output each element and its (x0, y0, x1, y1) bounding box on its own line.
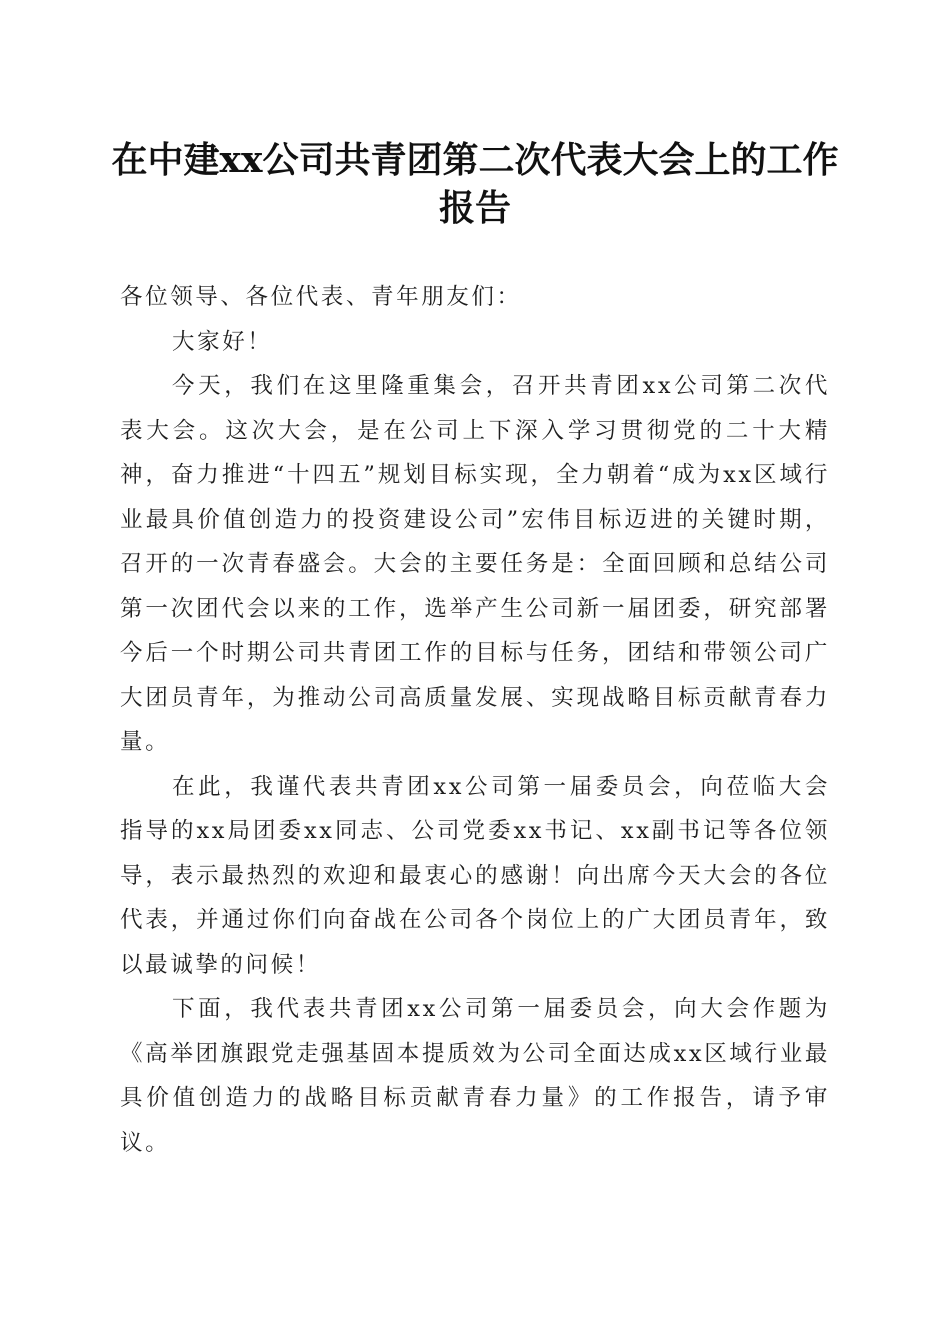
document-title: 在中建xx公司共青团第二次代表大会上的工作报告 (111, 139, 839, 229)
paragraph-welcome: 在此，我谨代表共青团xx公司第一届委员会，向莅临大会指导的xx局团委xx同志、公司党委xx书记、xx副书记等各位领导，表示最热烈的欢迎和最衷心的感谢！向出席今天大会的各位代表，并通过你们向奋战在公司各个岗位上的广大团员青年，致以最诚挚的问候！ (120, 773, 830, 978)
paragraph-greeting: 大家好！ (172, 328, 273, 355)
paragraph-introduction: 今天，我们在这里隆重集会，召开共青团xx公司第二次代表大会。这次大会，是在公司上下深入学习贯彻党的二十大精神，奋力推进“十四五”规划目标实现，全力朝着“成为xx区域行业最具价值创造力的投资建设公司”宏伟目标迈进的关键时期，召开的一次青春盛会。大会的主要任务是：全面回顾和总结公司第一次团代会以来的工作，选举产生公司新一届团委，研究部署今后一个时期公司共青团工作的目标与任务，团结和带领公司广大团员青年，为推动公司高质量发展、实现战略目标贡献青春力量。 (120, 373, 830, 755)
paragraph-report-intro: 下面，我代表共青团xx公司第一届委员会，向大会作题为《高举团旗跟党走强基固本提质效为公司全面达成xx区域行业最具价值创造力的战略目标贡献青春力量》的工作报告，请予审议。 (120, 996, 830, 1156)
document-body (120, 275, 830, 1165)
salutation: 各位领导、各位代表、青年朋友们： (120, 284, 522, 310)
